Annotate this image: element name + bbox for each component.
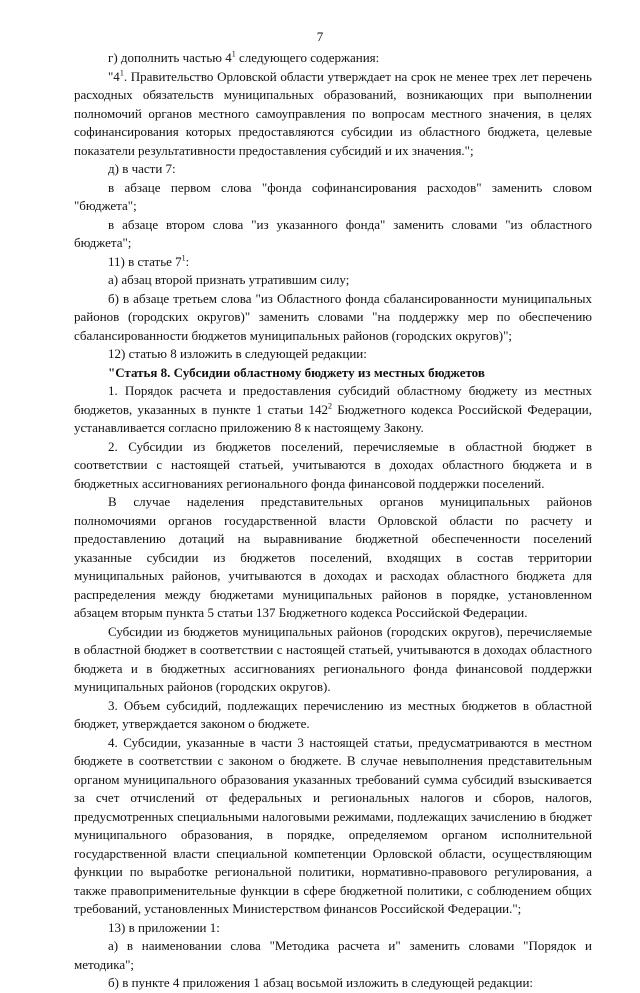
text-run: Субсидии из бюджетов муниципальных районов (городских округов), перечисляемые в областной бюджет в соответствии с настоящей статьей, учитываются в доходах областного бюджета и в бюджетных ассигнованиях регионального фонда финансовой поддержки муниципальных районов (городских округов). xyxy=(74,623,592,694)
paragraph xyxy=(74,290,592,346)
paragraph xyxy=(74,734,592,919)
text-run: : xyxy=(185,253,190,269)
superscript: 1 xyxy=(181,253,186,263)
text-run: "Статья 8. Субсидии областному бюджету из местных бюджетов xyxy=(108,364,485,380)
text-run: а) абзац второй признать утратившим силу; xyxy=(108,272,350,287)
text-run: Бюджетного кодекса Российской Федерации, устанавливается согласно приложению 8 к настоящему Закону. xyxy=(74,401,592,435)
text-run: 11) в статье 7 xyxy=(108,253,182,269)
paragraph xyxy=(74,216,592,253)
text-run: г) дополнить частью 4 xyxy=(108,50,232,65)
text-run: . Правительство Орловской области утверждает на срок не менее трех лет перечень расходных обязательств муниципальных образований, возникающих при выполнении полномочий органов местного самоуправления по вопросам местного значения, в целях софинансирования которых предоставляются субсидии из областного бюджета, целевые показатели результативности предоставления субсидий и их значения."; xyxy=(74,68,592,158)
paragraph xyxy=(74,937,592,974)
superscript: 2 xyxy=(328,401,333,411)
text-run: В случае наделения представительных органов муниципальных районов полномочиями органов государственной власти Орловской области по расчету и предоставлению дотаций на выравнивание бюджетной обеспеченности поселений указанные субсидии из бюджетов поселений, входящих в состав территории муниципальных районов, учитываются в доходах и расходах областного бюджета для распределения между бюджетами муниципальных районов в порядке, установленном абзацем вторым пункта 5 статьи 137 Бюджетного кодекса Российской Федерации. xyxy=(74,494,592,620)
text-run: "4 xyxy=(108,68,120,84)
paragraph xyxy=(74,382,592,438)
paragraph xyxy=(74,438,592,494)
paragraph xyxy=(74,160,592,179)
text-run: 12) статью 8 изложить в следующей редакции: xyxy=(108,346,367,361)
text-run: а) в наименовании слова "Методика расчета и" заменить словами "Порядок и методика"; xyxy=(74,938,592,972)
paragraph xyxy=(74,623,592,697)
text-run: следующего содержания: xyxy=(235,50,380,65)
text-run: 3. Объем субсидий, подлежащих перечислению из местных бюджетов в областной бюджет, утверждается законом о бюджете. xyxy=(74,697,592,731)
text-run: 13) в приложении 1: xyxy=(108,919,220,935)
document-body xyxy=(74,49,592,993)
paragraph xyxy=(74,179,592,216)
text-run: д) в части 7: xyxy=(108,161,176,176)
text-run: б) в абзаце третьем слова "из Областного фонда сбалансированности муниципальных районов (городских округов)" заменить словами "на поддержку мер по обеспечению сбалансированности бюджетов муниципальных районов (городских округов)"; xyxy=(74,290,592,343)
paragraph xyxy=(74,493,592,623)
text-run: 4. Субсидии, указанные в части 3 настоящей статьи, предусматриваются в местном бюджете в соответствии с законом о бюджете. В случае невыполнения представительным органом муниципального образования указанных требований сумма субсидий взыскивается за счет отчислений от федеральных и региональных налогов и сборов, налогов, предусмотренных специальными налоговыми режимами, подлежащих зачислению в бюджет муниципального образования, в порядке, определяемом органом исполнительной государственной власти специальной компетенции Орловской области, осуществляющим функции по выработке региональной политики, нормативно-правового регулирования, а также правоприменительные функции в сфере бюджетной политики, с соблюдением общих требований, установленных Министерством финансов Российской Федерации."; xyxy=(74,734,592,916)
paragraph xyxy=(74,345,592,364)
paragraph xyxy=(74,697,592,734)
paragraph xyxy=(74,271,592,290)
paragraph xyxy=(74,68,592,161)
superscript: 1 xyxy=(231,49,236,59)
article-heading xyxy=(74,364,592,383)
superscript: 1 xyxy=(119,68,124,78)
paragraph xyxy=(74,49,592,68)
paragraph xyxy=(74,253,592,272)
text-run: 2. Субсидии из бюджетов поселений, перечисляемые в областной бюджет в соответствии с настоящей статьей, учитываются в доходах областного бюджета и в бюджетных ассигнованиях регионального фонда финансовой поддержки поселений. xyxy=(74,438,592,491)
paragraph xyxy=(74,919,592,938)
text-run: 1. Порядок расчета и предоставления субсидий областному бюджету из местных бюджетов, указанных в пункте 1 статьи 142 xyxy=(74,383,592,417)
text-run: б) в пункте 4 приложения 1 абзац восьмой изложить в следующей редакции: xyxy=(108,975,534,990)
paragraph xyxy=(74,974,592,993)
text-run: в абзаце первом слова "фонда софинансирования расходов" заменить словом "бюджета"; xyxy=(74,179,592,213)
page-number: 7 xyxy=(316,29,324,44)
text-run: в абзаце втором слова "из указанного фонда" заменить словами "из областного бюджета"; xyxy=(74,216,592,250)
